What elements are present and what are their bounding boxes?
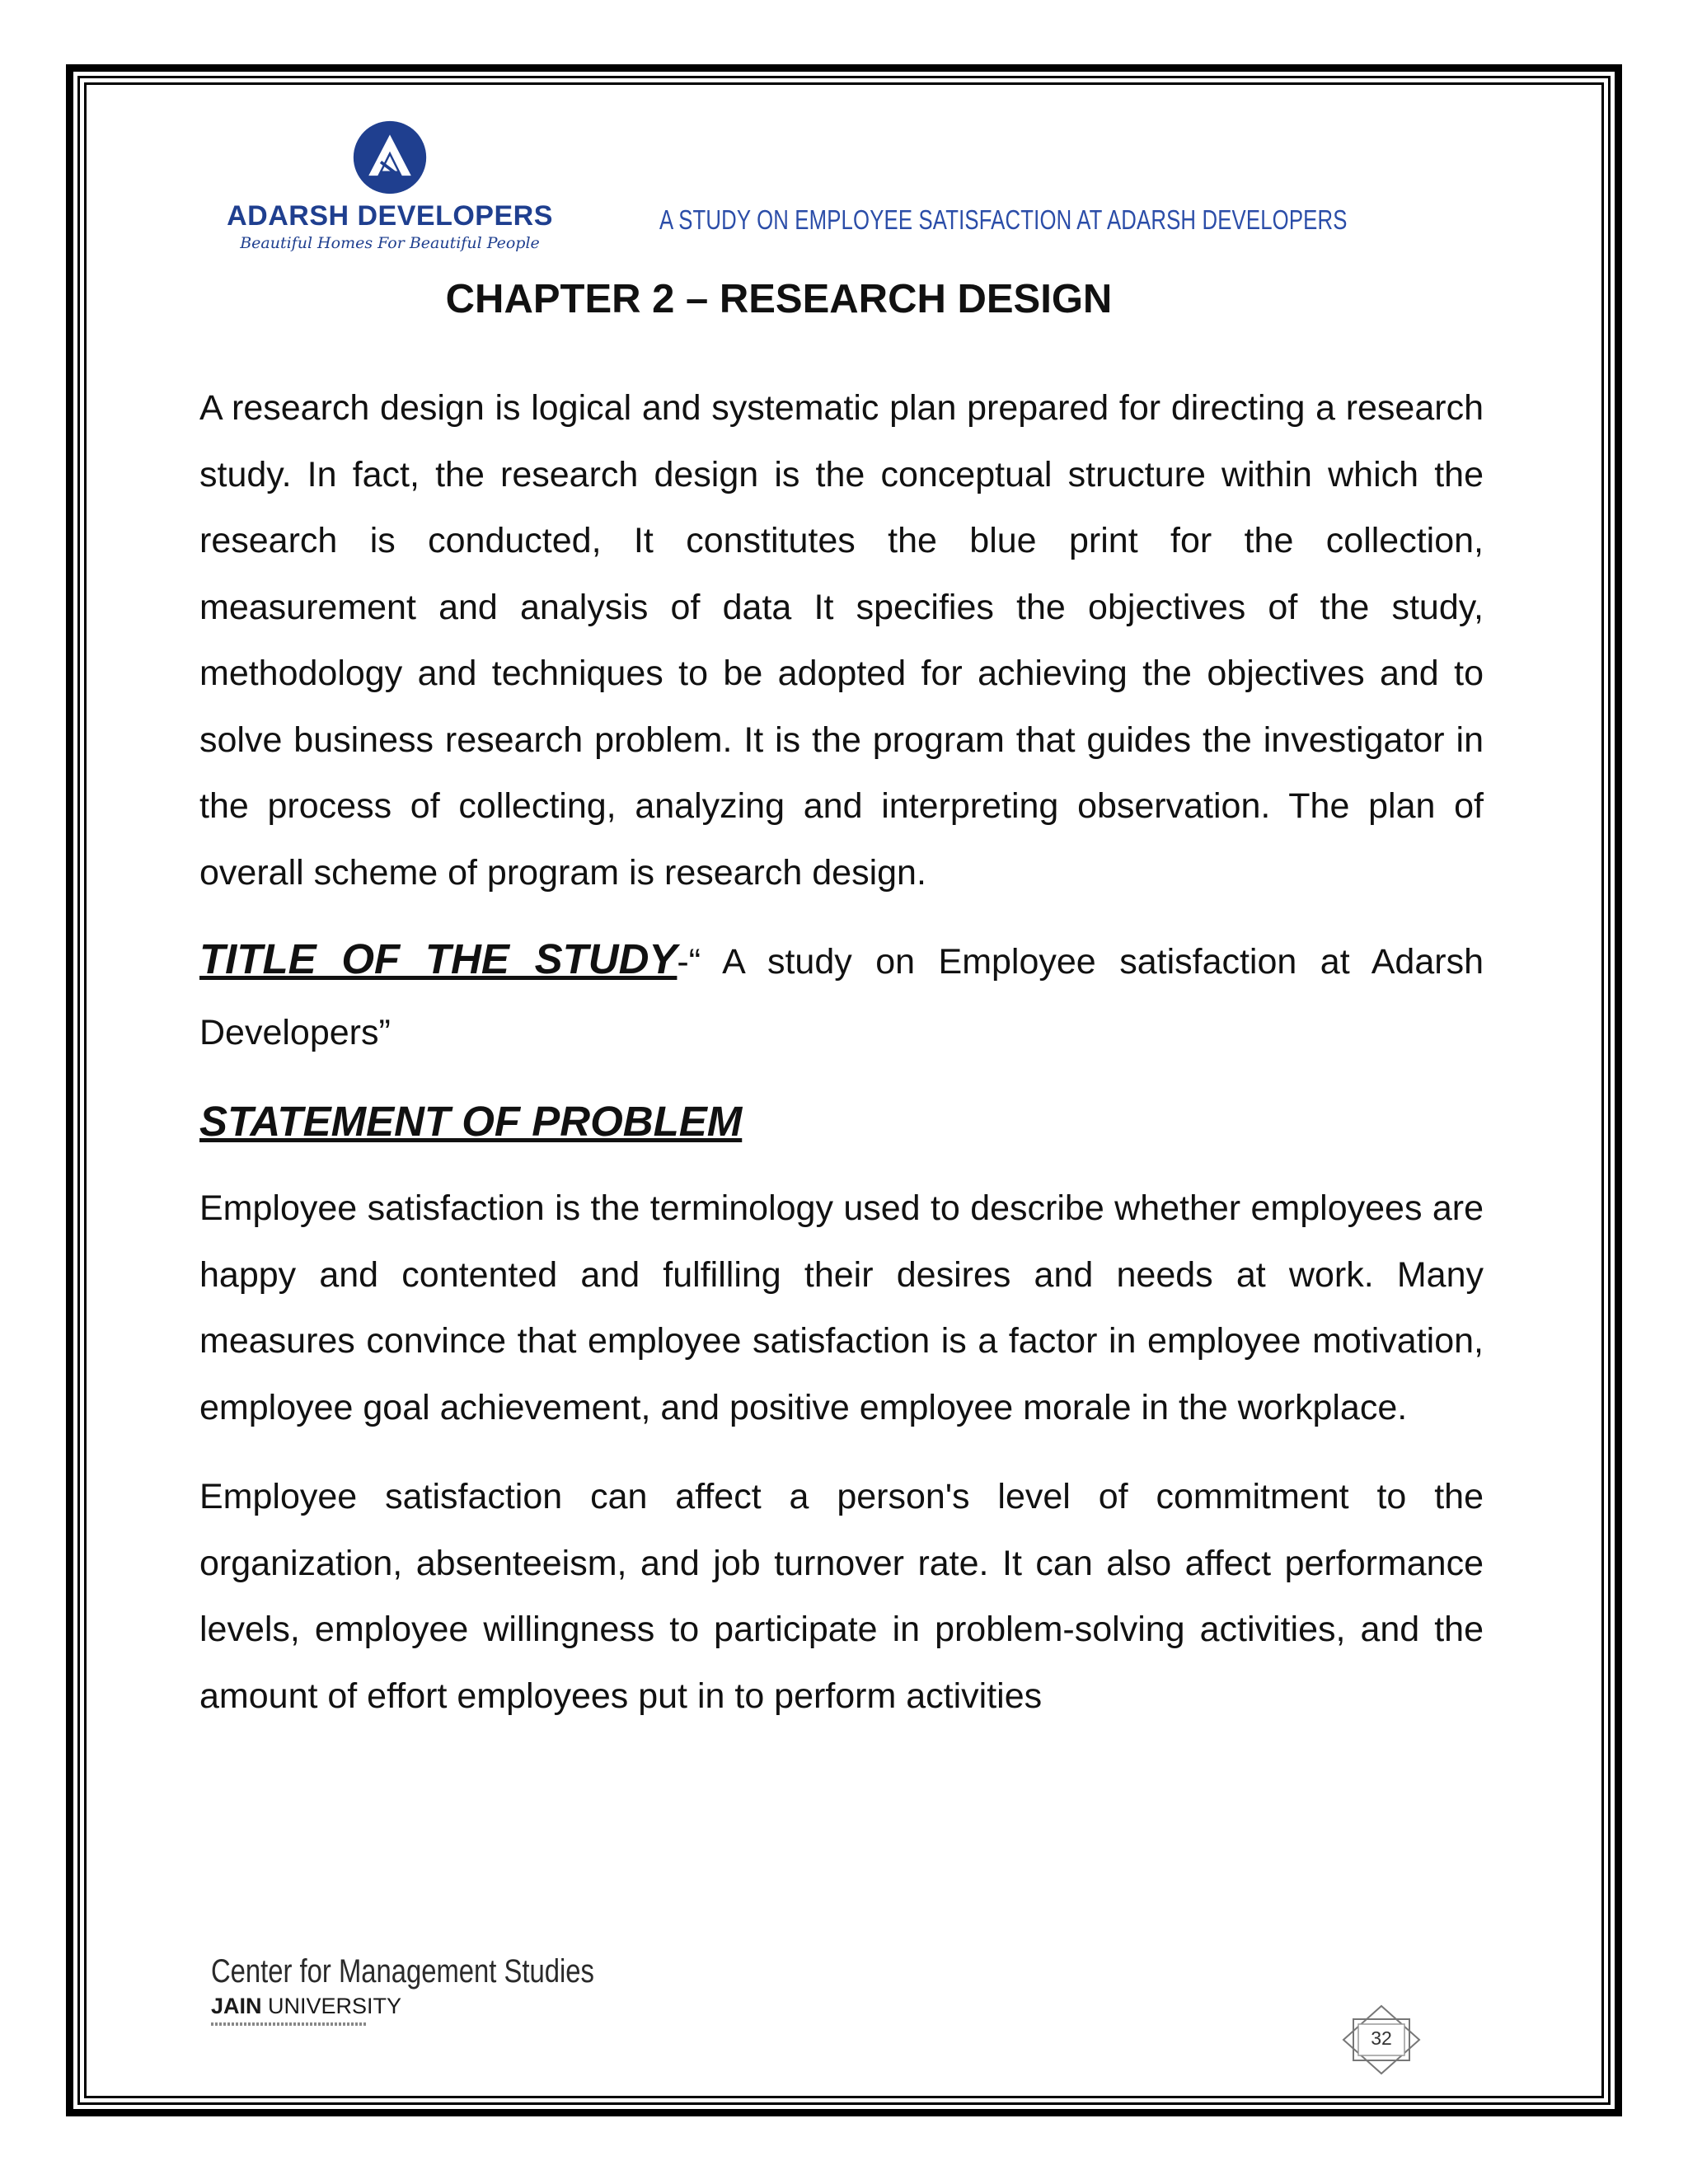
footer-university: [211, 1994, 678, 2019]
title-of-study-label: TITLE OF THE STUDY: [199, 935, 678, 982]
company-logo: [221, 120, 559, 252]
page-number-badge: [1342, 2004, 1421, 2075]
title-of-study: [199, 924, 1484, 1068]
logo-tagline: Beautiful Homes For Beautiful People: [240, 234, 540, 252]
title-of-study-text: -“ A study on Employee satisfaction at Adarsh Developers”: [199, 942, 1484, 1052]
intro-paragraph: A research design is logical and systematic plan prepared for directing a research study. In fact, the research design is the conceptual structure within which the research is conducted, It constitutes the blue print for the collection, measurement and analysis of data It specifies the objectives of the study, methodology and techniques to be adopted for achieving the objectives and to solve business research problem. It is the program that guides the investigator in the process of collecting, analyzing and interpreting observation. The plan of overall scheme of program is research design.: [199, 388, 1484, 893]
problem-paragraph-1: Employee satisfaction is the terminology used to describe whether employees are happy and contented and fulfilling their desires and needs at work. Many measures convince that employee satisfaction is a factor in employee motivation, employee goal achievement, and positive employee morale in the workplace.: [199, 1188, 1484, 1427]
document-body: [199, 375, 1484, 1729]
footer-institution: [211, 1953, 678, 2026]
logo-company-name: ADARSH DEVELOPERS: [227, 200, 553, 232]
chapter-title: CHAPTER 2 – RESEARCH DESIGN: [445, 277, 1113, 321]
footer-university-bold: JAIN: [211, 1994, 262, 2018]
page-number: 32: [1371, 2027, 1392, 2049]
problem-paragraph-2: Employee satisfaction can affect a person's level of commitment to the organization, absenteeism, and job turnover rate. It can also affect performance levels, employee willingness to participate in problem-solving activities, and the amount of effort employees put in to perform activities: [199, 1477, 1484, 1716]
footer-university-rest: UNIVERSITY: [261, 1994, 402, 2018]
footer-center-name: Center for Management Studies: [211, 1953, 594, 1990]
header-study-title: A STUDY ON EMPLOYEE SATISFACTION AT ADARSH DEVELOPERS: [659, 204, 1348, 235]
statement-of-problem-heading: STATEMENT OF PROBLEM: [199, 1098, 743, 1145]
adarsh-logo-icon: [352, 120, 428, 195]
footer-fine-print: [211, 2022, 368, 2026]
